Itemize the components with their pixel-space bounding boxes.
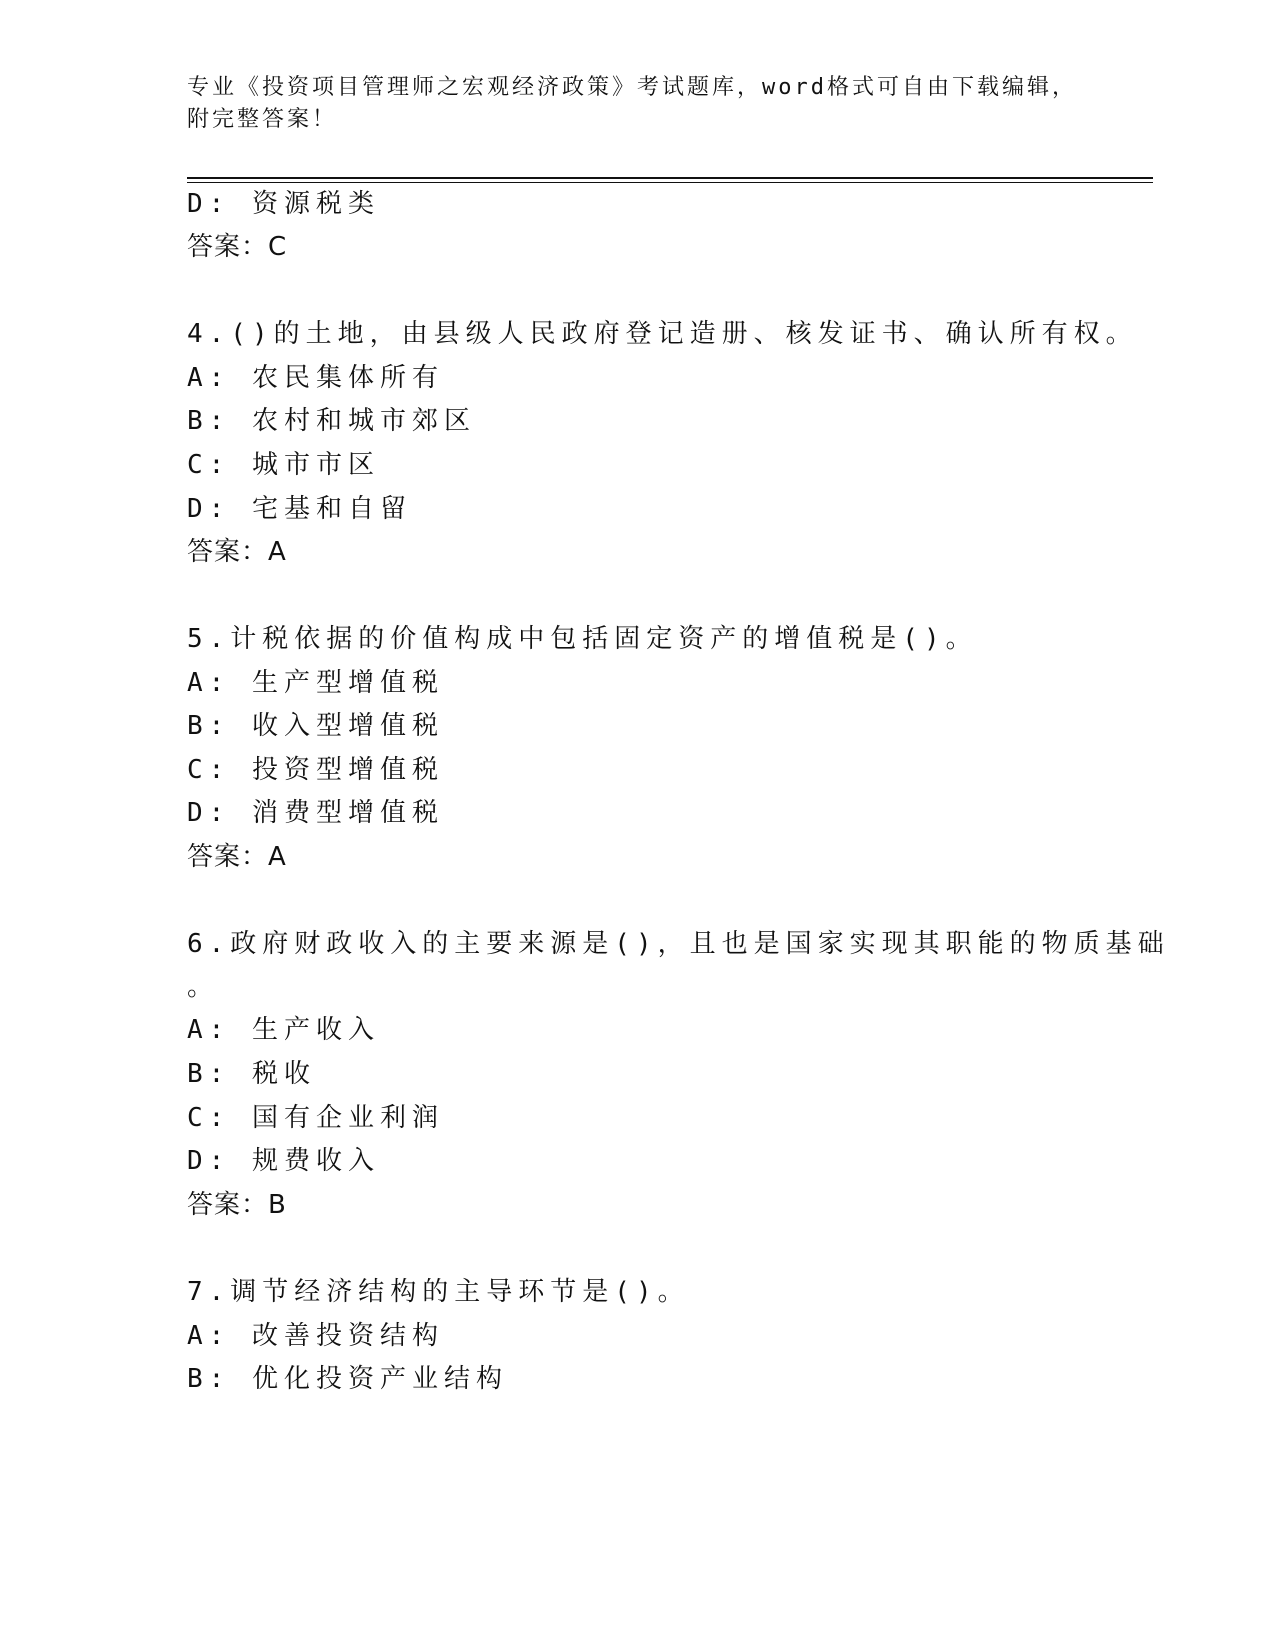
q4-option-b: B: 农村和城市郊区 — [187, 406, 476, 436]
header-divider-thick — [187, 177, 1153, 179]
prev-answer: 答案：C — [187, 232, 288, 262]
q4-option-d: D: 宅基和自留 — [187, 494, 412, 524]
q6-answer: 答案：B — [187, 1190, 287, 1220]
q6-stem-continuation: 。 — [187, 972, 220, 1002]
q6-stem: 6.政府财政收入的主要来源是()，且也是国家实现其职能的物质基础 — [187, 929, 1170, 959]
q6-option-a: A: 生产收入 — [187, 1015, 380, 1045]
q5-option-a: A: 生产型增值税 — [187, 668, 444, 698]
q7-stem: 7.调节经济结构的主导环节是()。 — [187, 1277, 690, 1307]
q7-option-a: A: 改善投资结构 — [187, 1321, 444, 1351]
prev-option-d: D: 资源税类 — [187, 189, 380, 219]
q4-answer: 答案：A — [187, 537, 287, 567]
header-line-1: 专业《投资项目管理师之宏观经济政策》考试题库，word格式可自由下载编辑， — [187, 75, 1077, 100]
q4-stem: 4.()的土地，由县级人民政府登记造册、核发证书、确认所有权。 — [187, 319, 1138, 349]
q5-answer: 答案：A — [187, 842, 287, 872]
header-divider-thin — [187, 182, 1153, 183]
document-header — [187, 72, 1087, 136]
q5-stem: 5.计税依据的价值构成中包括固定资产的增值税是()。 — [187, 624, 978, 654]
q6-option-c: C: 国有企业利润 — [187, 1103, 444, 1133]
q5-option-d: D: 消费型增值税 — [187, 798, 444, 828]
header-line-2: 附完整答案！ — [187, 107, 338, 132]
q4-option-c: C: 城市市区 — [187, 450, 380, 480]
q4-option-a: A: 农民集体所有 — [187, 363, 444, 393]
q5-option-c: C: 投资型增值税 — [187, 755, 444, 785]
q7-option-b: B: 优化投资产业结构 — [187, 1364, 508, 1394]
q6-option-d: D: 规费收入 — [187, 1146, 380, 1176]
q5-option-b: B: 收入型增值税 — [187, 711, 444, 741]
q6-option-b: B: 税收 — [187, 1059, 316, 1089]
